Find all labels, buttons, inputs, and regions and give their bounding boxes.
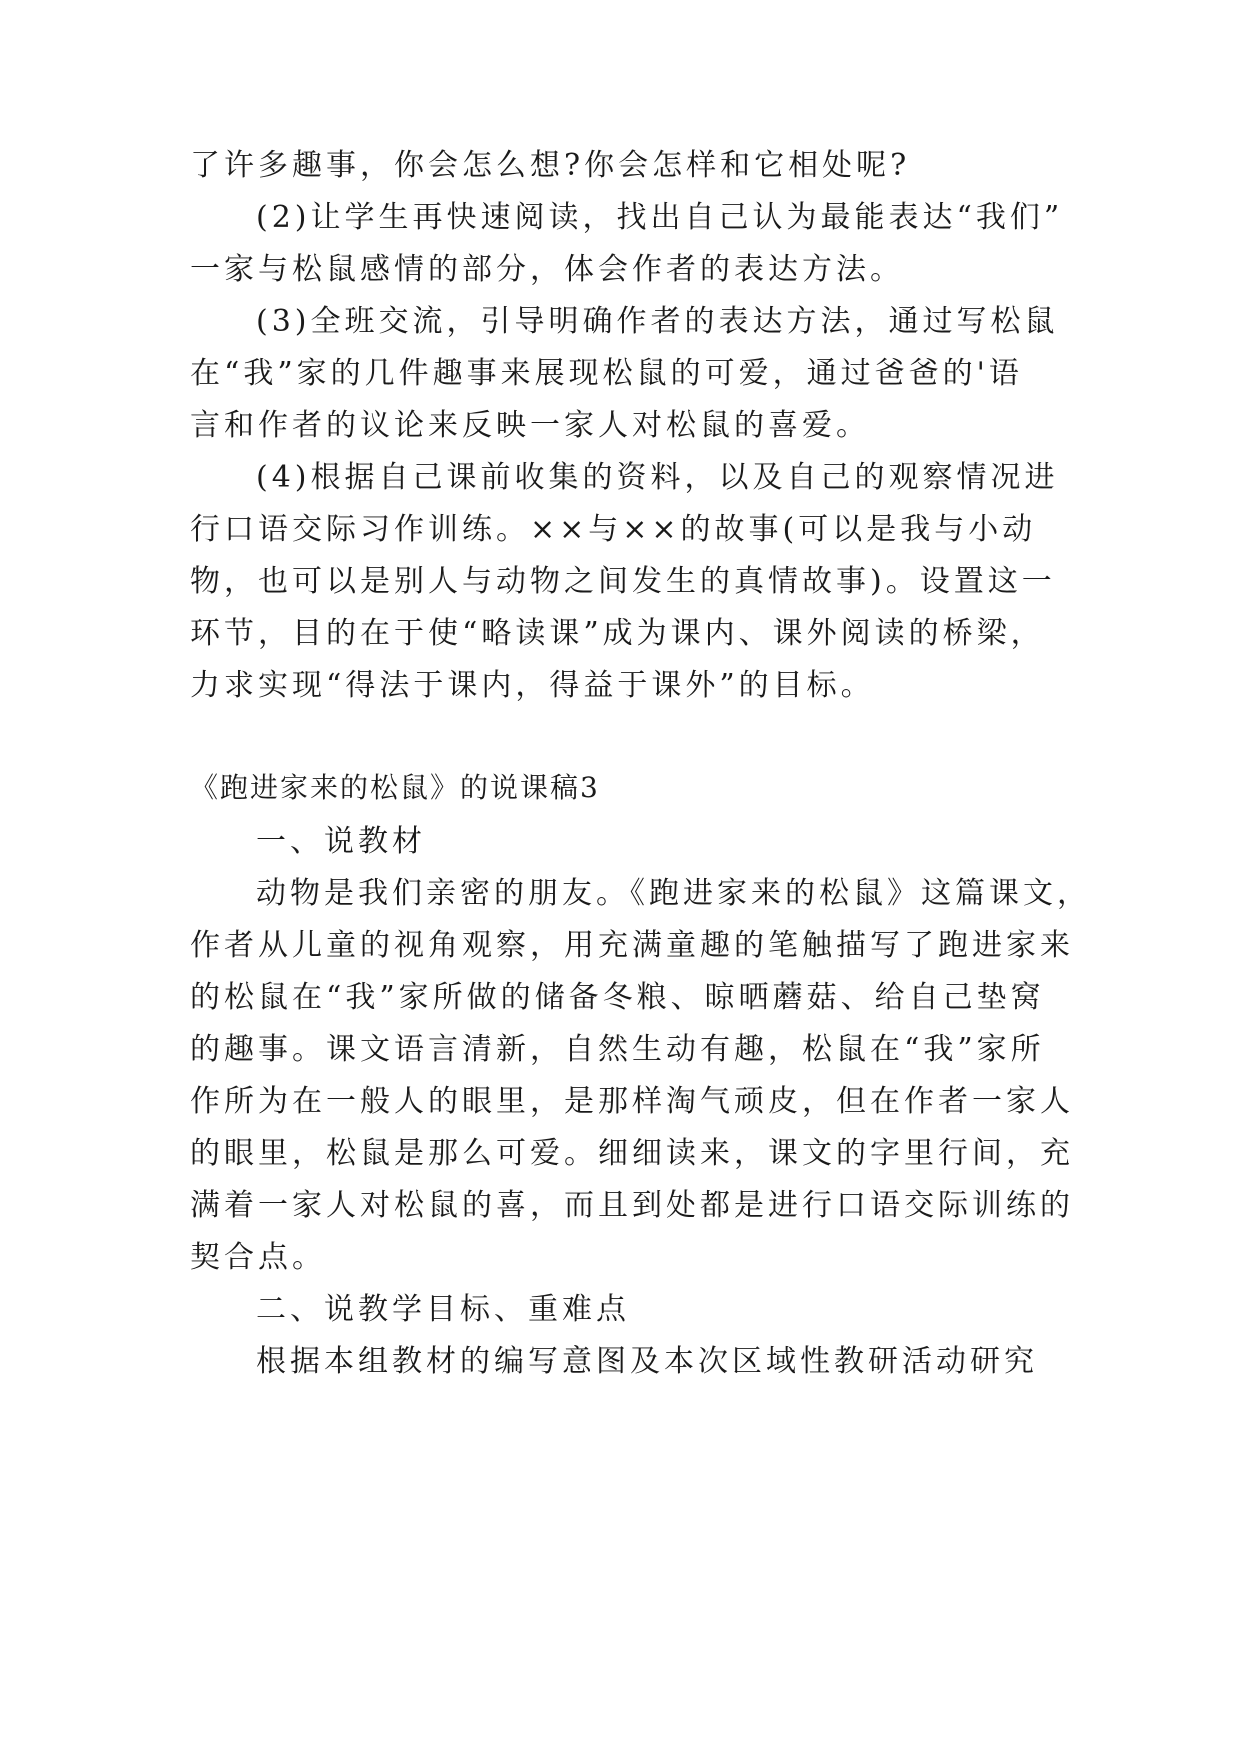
paragraph-line: 的眼里，松鼠是那么可爱。细细读来，课文的字里行间，充 <box>190 1136 1074 1171</box>
paragraph-line: 言和作者的议论来反映一家人对松鼠的喜爱。 <box>190 408 870 443</box>
paragraph-line: 物，也可以是别人与动物之间发生的真情故事)。设置这一 <box>190 564 1056 599</box>
paragraph-line: 契合点。 <box>190 1240 326 1275</box>
paragraph-line: 力求实现“得法于课内，得益于课外”的目标。 <box>190 668 875 703</box>
paragraph-line: 的松鼠在“我”家所做的储备冬粮、晾晒蘑菇、给自己垫窝 <box>190 980 1045 1015</box>
paragraph-line: 环节，目的在于使“略读课”成为课内、课外阅读的桥梁， <box>190 616 1045 651</box>
section-heading: 一、说教材 <box>256 824 426 859</box>
paragraph-line: 作所为在一般人的眼里，是那样淘气顽皮，但在作者一家人 <box>190 1084 1074 1119</box>
paragraph-line: 一家与松鼠感情的部分，体会作者的表达方法。 <box>190 252 904 287</box>
paragraph-line: 行口语交际习作训练。××与××的故事(可以是我与小动 <box>190 512 1037 547</box>
paragraph-line: 作者从儿童的视角观察，用充满童趣的笔触描写了跑进家来 <box>190 928 1074 963</box>
paragraph-line: 根据本组教材的编写意图及本次区域性教研活动研究 <box>256 1344 1038 1379</box>
section-title: 《跑进家来的松鼠》的说课稿3 <box>190 771 600 804</box>
paragraph-line: (3)全班交流，引导明确作者的表达方法，通过写松鼠 <box>256 304 1059 339</box>
paragraph-line: (4)根据自己课前收集的资料，以及自己的观察情况进 <box>256 460 1059 495</box>
paragraph-line: 在“我”家的几件趣事来展现松鼠的可爱，通过爸爸的'语 <box>190 356 1023 391</box>
paragraph-line: 了许多趣事，你会怎么想?你会怎样和它相处呢? <box>190 148 911 183</box>
section-heading: 二、说教学目标、重难点 <box>256 1292 630 1327</box>
paragraph-line: 满着一家人对松鼠的喜，而且到处都是进行口语交际训练的 <box>190 1188 1074 1223</box>
paragraph-line: (2)让学生再快速阅读，找出自己认为最能表达“我们” <box>256 200 1064 235</box>
paragraph-line: 的趣事。课文语言清新，自然生动有趣，松鼠在“我”家所 <box>190 1032 1045 1067</box>
paragraph-line: 动物是我们亲密的朋友。《跑进家来的松鼠》这篇课文， <box>256 876 1091 911</box>
